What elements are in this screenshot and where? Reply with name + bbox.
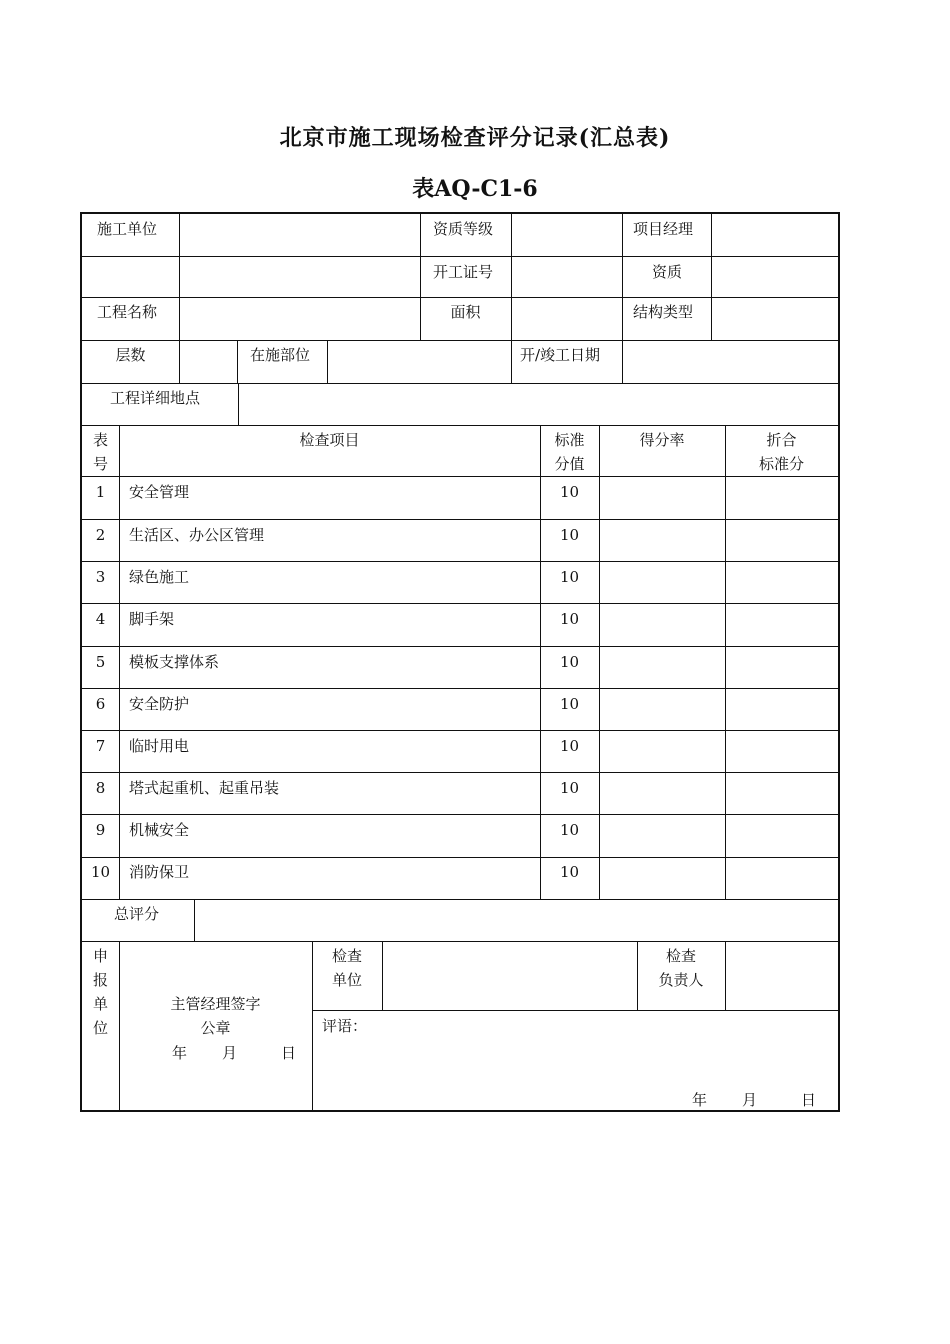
total-score-label: 总评分 — [114, 905, 160, 923]
date-month: 月 — [222, 1044, 238, 1062]
project-manager-label: 项目经理 — [633, 220, 694, 238]
row-item: 绿色施工 — [129, 568, 190, 586]
row-score: 10 — [559, 568, 580, 586]
col-divider — [511, 214, 512, 383]
row-divider — [82, 383, 838, 384]
row-score: 10 — [559, 863, 580, 881]
col-divider — [119, 425, 120, 899]
row-item: 模板支撑体系 — [129, 653, 220, 671]
date-day: 日 — [281, 1044, 297, 1062]
manager-sign-label: 主管经理签字 — [170, 995, 261, 1013]
area-label: 面积 — [450, 303, 481, 321]
row-score: 10 — [559, 821, 580, 839]
row-item: 脚手架 — [129, 610, 175, 628]
check-unit-label: 检查 单位 — [331, 947, 362, 989]
row-item: 安全管理 — [129, 483, 190, 501]
row-no: 2 — [95, 526, 106, 544]
row-no: 9 — [95, 821, 106, 839]
row-item: 临时用电 — [129, 737, 190, 755]
row-score: 10 — [559, 526, 580, 544]
inspection-form — [80, 212, 840, 1112]
row-item: 机械安全 — [129, 821, 190, 839]
form-code: 表AQ-C1-6 — [412, 176, 538, 202]
row-no: 1 — [95, 483, 106, 501]
row-item: 塔式起重机、起重吊装 — [129, 779, 280, 797]
col-divider — [194, 899, 195, 941]
col-divider — [622, 214, 623, 383]
row-no: 4 — [95, 610, 106, 628]
row-divider — [82, 297, 838, 298]
row-divider — [82, 256, 838, 257]
col-divider — [237, 340, 238, 383]
row-no: 3 — [95, 568, 106, 586]
row-item: 安全防护 — [129, 695, 190, 713]
col-divider — [179, 214, 180, 340]
comment-date-day: 日 — [801, 1091, 817, 1109]
qualification-label: 资质 — [651, 263, 682, 281]
row-item: 生活区、办公区管理 — [129, 526, 265, 544]
col-divider — [238, 383, 239, 425]
construction-unit-label: 施工单位 — [97, 220, 158, 238]
date-year: 年 — [172, 1044, 188, 1062]
row-no: 8 — [95, 779, 106, 797]
col-divider — [382, 941, 383, 1010]
row-score: 10 — [559, 737, 580, 755]
start-permit-label: 开工证号 — [433, 263, 494, 281]
col-header-no: 表 号 — [92, 431, 108, 473]
check-person-label: 检查 负责人 — [658, 947, 704, 989]
col-divider — [725, 941, 726, 1010]
row-divider — [82, 899, 838, 900]
row-score: 10 — [559, 653, 580, 671]
col-header-standard: 标准 分值 — [554, 431, 585, 473]
col-divider — [179, 340, 180, 383]
current-part-label: 在施部位 — [250, 346, 311, 364]
seal-label: 公章 — [200, 1019, 231, 1037]
col-divider — [725, 425, 726, 899]
row-score: 10 — [559, 483, 580, 501]
comment-date-month: 月 — [742, 1091, 758, 1109]
row-no: 6 — [95, 695, 106, 713]
row-no: 10 — [90, 863, 111, 881]
start-end-date-label: 开/竣工日期 — [520, 346, 601, 364]
row-score: 10 — [559, 695, 580, 713]
col-header-rate: 得分率 — [639, 431, 685, 449]
row-score: 10 — [559, 610, 580, 628]
detailed-location-label: 工程详细地点 — [110, 389, 201, 407]
comment-label: 评语： — [322, 1017, 368, 1035]
col-divider — [327, 340, 328, 383]
qualification-level-label: 资质等级 — [433, 220, 494, 238]
col-header-converted: 折合 标准分 — [758, 431, 804, 473]
row-score: 10 — [559, 779, 580, 797]
row-no: 5 — [95, 653, 106, 671]
col-divider — [599, 425, 600, 899]
row-divider — [312, 1010, 838, 1011]
comment-date-year: 年 — [692, 1091, 708, 1109]
structure-type-label: 结构类型 — [633, 303, 694, 321]
row-divider — [82, 340, 838, 341]
row-item: 消防保卫 — [129, 863, 190, 881]
applicant-unit-label: 申 报 单 位 — [92, 947, 108, 1037]
page-title: 北京市施工现场检查评分记录(汇总表) — [279, 125, 671, 151]
row-no: 7 — [95, 737, 106, 755]
project-name-label: 工程名称 — [97, 303, 158, 321]
floors-label: 层数 — [115, 346, 146, 364]
col-header-item: 检查项目 — [299, 431, 360, 449]
